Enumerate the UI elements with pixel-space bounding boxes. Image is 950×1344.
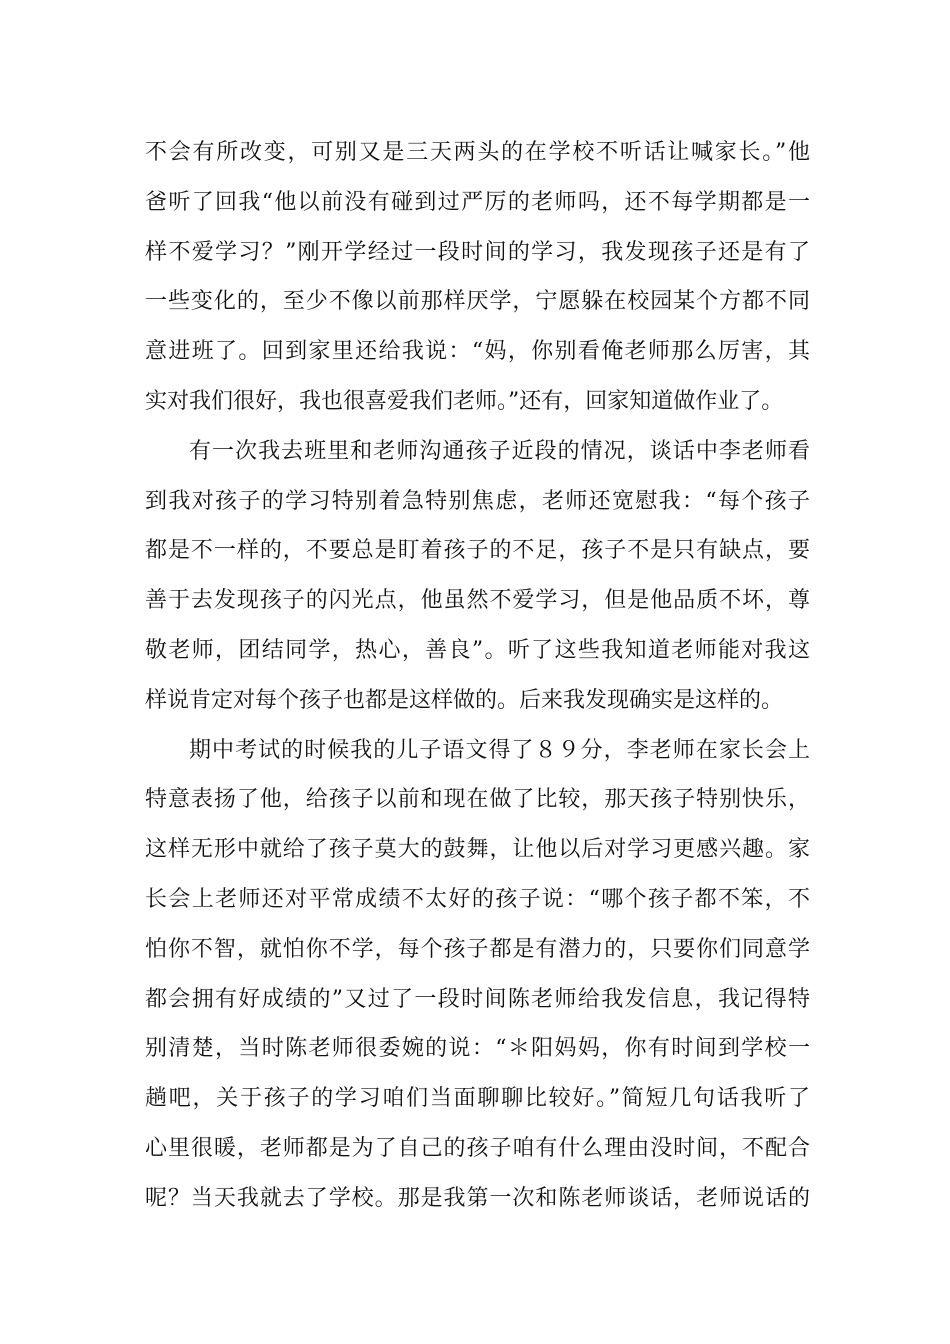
text-line: 样不爱学习？”刚开学经过一段时间的学习，我发现孩子还是有了	[145, 239, 810, 265]
text-line: 实对我们很好，我也很喜爱我们老师。”还有，回家知道做作业了。	[145, 388, 784, 414]
text-line: 呢？当天我就去了学校。那是我第一次和陈老师谈话，老师说话的	[145, 1185, 810, 1211]
text-line: 特意表扬了他，给孩子以前和现在做了比较，那天孩子特别快乐，	[145, 787, 810, 813]
text-line: 别清楚，当时陈老师很委婉的说：“＊阳妈妈，你有时间到学校一	[145, 1036, 810, 1062]
text-line: 这样无形中就给了孩子莫大的鼓舞，让他以后对学习更感兴趣。家	[145, 837, 810, 863]
text-line: 心里很暖，老师都是为了自己的孩子咱有什么理由没时间，不配合	[145, 1135, 810, 1161]
text-line: 长会上老师还对平常成绩不太好的孩子说：“哪个孩子都不笨，不	[145, 886, 810, 912]
text-line: 到我对孩子的学习特别着急特别焦虑，老师还宽慰我：“每个孩子	[145, 488, 810, 514]
text-line: 样说肯定对每个孩子也都是这样做的。后来我发现确实是这样的。	[145, 687, 784, 713]
text-line: 都是不一样的，不要总是盯着孩子的不足，孩子不是只有缺点，要	[145, 538, 810, 564]
body-text	[145, 128, 810, 1224]
text-line: 期中考试的时候我的儿子语文得了８９分，李老师在家长会上	[189, 737, 810, 763]
text-line: 都会拥有好成绩的”又过了一段时间陈老师给我发信息，我记得特	[145, 986, 810, 1012]
text-line: 爸听了回我“他以前没有碰到过严厉的老师吗，还不每学期都是一	[145, 189, 810, 215]
text-line: 趟吧，关于孩子的学习咱们当面聊聊比较好。”简短几句话我听了	[145, 1086, 810, 1112]
text-line: 意进班了。回到家里还给我说：“妈，你别看俺老师那么厉害，其	[145, 339, 810, 365]
text-line: 善于去发现孩子的闪光点，他虽然不爱学习，但是他品质不坏，尊	[145, 588, 810, 614]
text-line: 怕你不智，就怕你不学，每个孩子都是有潜力的，只要你们同意学	[145, 936, 810, 962]
text-line: 敬老师，团结同学，热心，善良”。听了这些我知道老师能对我这	[145, 637, 810, 663]
text-line: 一些变化的，至少不像以前那样厌学，宁愿躲在校园某个方都不同	[145, 289, 810, 315]
text-line: 有一次我去班里和老师沟通孩子近段的情况，谈话中李老师看	[189, 438, 810, 464]
text-line: 不会有所改变，可别又是三天两头的在学校不听话让喊家长。”他	[145, 140, 810, 165]
